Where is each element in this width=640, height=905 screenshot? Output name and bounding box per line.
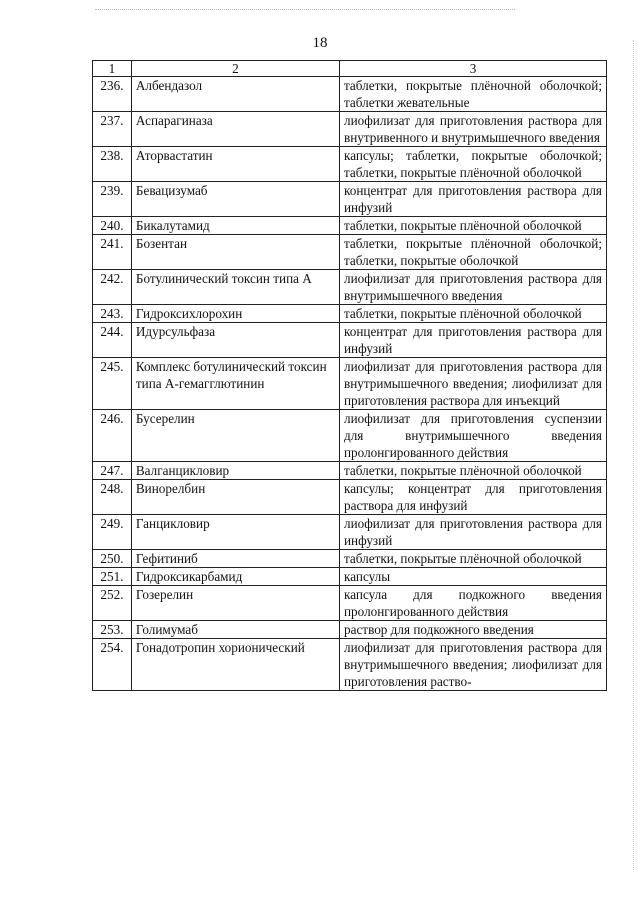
row-number: 242. — [93, 270, 132, 305]
table-row — [93, 323, 607, 358]
drug-name: Гидроксикарбамид — [131, 568, 339, 586]
drug-name: Винорелбин — [131, 480, 339, 515]
row-number: 243. — [93, 305, 132, 323]
table-row — [93, 586, 607, 621]
row-number: 239. — [93, 182, 132, 217]
drug-name: Гидроксихлорохин — [131, 305, 339, 323]
drug-name: Комплекс ботулинический токсин типа А-гемагглютинин — [131, 358, 339, 410]
row-number: 252. — [93, 586, 132, 621]
row-number: 247. — [93, 462, 132, 480]
row-number: 237. — [93, 112, 132, 147]
drug-name: Бикалутамид — [131, 217, 339, 235]
table-row — [93, 358, 607, 410]
table-row — [93, 639, 607, 691]
drug-name: Бевацизумаб — [131, 182, 339, 217]
header-col-2: 2 — [131, 61, 339, 77]
row-number: 238. — [93, 147, 132, 182]
row-number: 253. — [93, 621, 132, 639]
table-row — [93, 621, 607, 639]
table-body — [93, 77, 607, 691]
table-row — [93, 480, 607, 515]
dosage-form: капсулы; концентрат для приготовления раствора для инфузий — [340, 480, 607, 515]
table-row — [93, 235, 607, 270]
table-row — [93, 550, 607, 568]
drug-name: Гефитиниб — [131, 550, 339, 568]
row-number: 240. — [93, 217, 132, 235]
dosage-form: таблетки, покрытые плёночной оболочкой — [340, 550, 607, 568]
row-number: 249. — [93, 515, 132, 550]
dosage-form: лиофилизат для приготовления раствора для внутримышечного введения; лиофилизат для приготовления раствора для инъекций — [340, 358, 607, 410]
drug-name: Идурсульфаза — [131, 323, 339, 358]
table-row — [93, 147, 607, 182]
table-row — [93, 305, 607, 323]
table-row — [93, 462, 607, 480]
table-row — [93, 112, 607, 147]
dosage-form: лиофилизат для приготовления раствора для внутримышечного введения; лиофилизат для приготовления раство- — [340, 639, 607, 691]
dosage-form: капсула для подкожного введения пролонгированного действия — [340, 586, 607, 621]
drug-name: Голимумаб — [131, 621, 339, 639]
row-number: 244. — [93, 323, 132, 358]
row-number: 251. — [93, 568, 132, 586]
scan-artifacts — [95, 9, 515, 12]
row-number: 250. — [93, 550, 132, 568]
dosage-form: капсулы; таблетки, покрытые оболочкой; таблетки, покрытые плёночной оболочкой — [340, 147, 607, 182]
drug-name: Гозерелин — [131, 586, 339, 621]
dosage-form: лиофилизат для приготовления раствора для инфузий — [340, 515, 607, 550]
scan-edge — [633, 40, 635, 870]
header-col-3: 3 — [340, 61, 607, 77]
drug-name: Бусерелин — [131, 410, 339, 462]
page-number: 18 — [312, 35, 328, 51]
drug-name: Гонадотропин хорионический — [131, 639, 339, 691]
dosage-form: таблетки, покрытые плёночной оболочкой — [340, 305, 607, 323]
drug-name: Бозентан — [131, 235, 339, 270]
table-row — [93, 515, 607, 550]
row-number: 248. — [93, 480, 132, 515]
table-row — [93, 217, 607, 235]
drug-name: Ботулинический токсин типа А — [131, 270, 339, 305]
row-number: 236. — [93, 77, 132, 112]
row-number: 245. — [93, 358, 132, 410]
dosage-form: концентрат для приготовления раствора для инфузий — [340, 182, 607, 217]
table-row — [93, 410, 607, 462]
table-header-row — [93, 61, 607, 77]
dosage-form: таблетки, покрытые плёночной оболочкой — [340, 462, 607, 480]
dosage-form: лиофилизат для приготовления суспензии для внутримышечного введения пролонгированного действия — [340, 410, 607, 462]
dosage-form: лиофилизат для приготовления раствора для внутримышечного введения — [340, 270, 607, 305]
table-row — [93, 77, 607, 112]
dosage-form: таблетки, покрытые плёночной оболочкой; таблетки, покрытые оболочкой — [340, 235, 607, 270]
dosage-form: таблетки, покрытые плёночной оболочкой; таблетки жевательные — [340, 77, 607, 112]
drug-name: Аспарагиназа — [131, 112, 339, 147]
drug-name: Аторвастатин — [131, 147, 339, 182]
table-row — [93, 568, 607, 586]
drug-name: Ганцикловир — [131, 515, 339, 550]
table-row — [93, 270, 607, 305]
drug-name: Валганцикловир — [131, 462, 339, 480]
table-row — [93, 182, 607, 217]
dosage-form: капсулы — [340, 568, 607, 586]
row-number: 254. — [93, 639, 132, 691]
row-number: 246. — [93, 410, 132, 462]
dosage-form: раствор для подкожного введения — [340, 621, 607, 639]
row-number: 241. — [93, 235, 132, 270]
dosage-form: концентрат для приготовления раствора для инфузий — [340, 323, 607, 358]
drug-table — [92, 60, 607, 691]
dosage-form: лиофилизат для приготовления раствора для внутривенного и внутримышечного введения — [340, 112, 607, 147]
dosage-form: таблетки, покрытые плёночной оболочкой — [340, 217, 607, 235]
header-col-1: 1 — [93, 61, 132, 77]
drug-name: Албендазол — [131, 77, 339, 112]
